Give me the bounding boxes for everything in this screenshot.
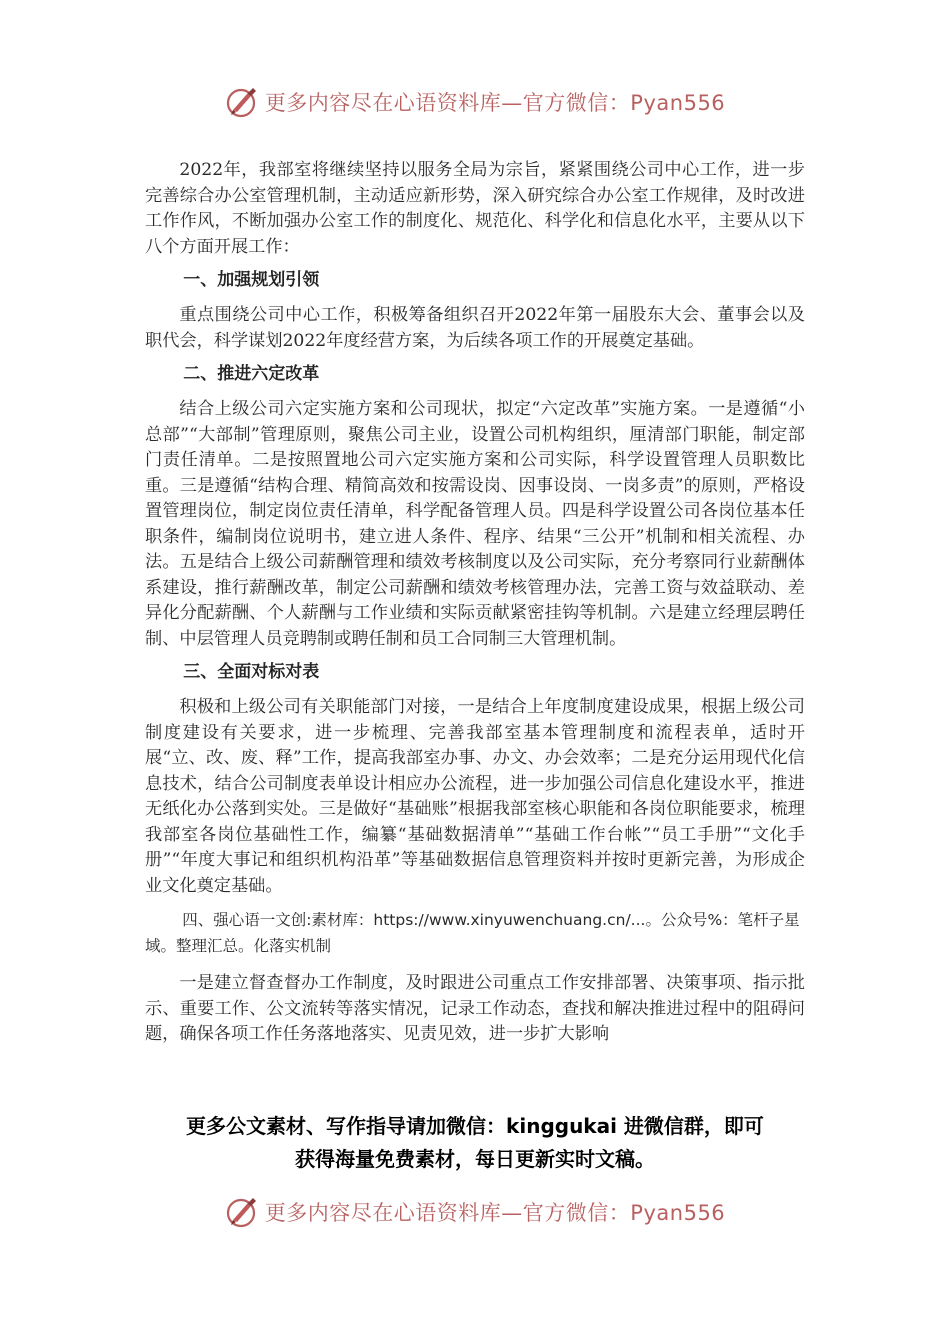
section2-paragraph: 结合上级公司六定实施方案和公司现状，拟定“六定改革”实施方案。一是遵循“小总部”“大部制”管理原则，聚焦公司主业，设置公司机构组织，厘清部门职能，制定部门责任清单。二是按照置地公司六定实施方案和公司实际，科学设置管理人员职数比重。三是遵循“结构合理、精简高效和按需设岗、因事设岗、一岗多责”的原则，严格设置管理岗位，制定岗位责任清单，科学配备管理人员。四是科学设置公司各岗位基本任职条件，编制岗位说明书，建立进人条件、程序、结果“三公开”机制和相关流程、办法。五是结合上级公司薪酬管理和绩效考核制度以及公司实际，充分考察同行业薪酬体系建设，推行薪酬改革，制定公司薪酬和绩效考核管理办法，完善工资与效益联动、差异化分配薪酬、个人薪酬与工作业绩和实际贡献紧密挂钩等机制。六是建立经理层聘任制、中层管理人员竞聘制或聘任制和员工合同制三大管理机制。 [145,399,805,649]
section2-heading: 二、推进六定改革 [183,364,320,384]
header-banner [0,80,950,124]
footer-banner [0,1190,950,1234]
section4-paragraph: 一是建立督查督办工作制度，及时跟进公司重点工作安排部署、决策事项、指示批示、重要工作、公文流转等落实情况，记录工作动态，查找和解决推进过程中的阻碍问题，确保各项工作任务落地落实、见责见效，进一步扩大影响 [145,973,805,1044]
section4-heading-watermarked: 四、强心语一文创:素材库：https://www.xinyuwenchuang.cn/...。公众号%：笔杆子星域。整理汇总。化落实机制 [145,911,800,955]
promo-notice [0,1110,950,1176]
section3-paragraph: 积极和上级公司有关职能部门对接，一是结合上年度制度建设成果，根据上级公司制度建设有关要求，进一步梳理、完善我部室基本管理制度和流程表单，适时开展“立、改、废、释”工作，提高我部室办事、办文、办会效率；二是充分运用现代化信息技术，结合公司制度表单设计相应办公流程，进一步加强公司信息化建设水平，推进无纸化办公落到实处。三是做好“基础账”根据我部室核心职能和各岗位职能要求，梳理我部室各岗位基础性工作，编纂“基础数据清单”“基础工作台帐”“员工手册”“文化手册”“年度大事记和组织机构沿革”等基础数据信息管理资料并按时更新完善，为形成企业文化奠定基础。 [145,697,805,896]
document-body [145,158,805,1056]
intro-paragraph: 2022年，我部室将继续坚持以服务全局为宗旨，紧紧围绕公司中心工作，进一步完善综合办公室管理机制，主动适应新形势，深入研究综合办公室工作规律，及时改进工作作风，不断加强办公室工作的制度化、规范化、科学化和信息化水平，主要从以下八个方面开展工作： [145,160,805,257]
section1-heading: 一、加强规划引领 [183,270,320,290]
section1-paragraph: 重点围绕公司中心工作，积极筹备组织召开2022年第一届股东大会、董事会以及职代会，科学谋划2022年度经营方案，为后续各项工作的开展奠定基础。 [145,305,805,351]
promo-line-1: 更多公文素材、写作指导请加微信：kinggukai 进微信群，即可 [186,1114,764,1138]
footer-banner-text: 更多内容尽在心语资料库—官方微信：Pyan556 [264,1201,726,1225]
header-banner-text: 更多内容尽在心语资料库—官方微信：Pyan556 [264,91,726,115]
pen-logo-icon [225,1194,261,1230]
promo-line-2: 获得海量免费素材，每日更新实时文稿。 [295,1147,655,1171]
section3-heading: 三、全面对标对表 [183,662,320,682]
pen-logo-icon [225,84,261,120]
